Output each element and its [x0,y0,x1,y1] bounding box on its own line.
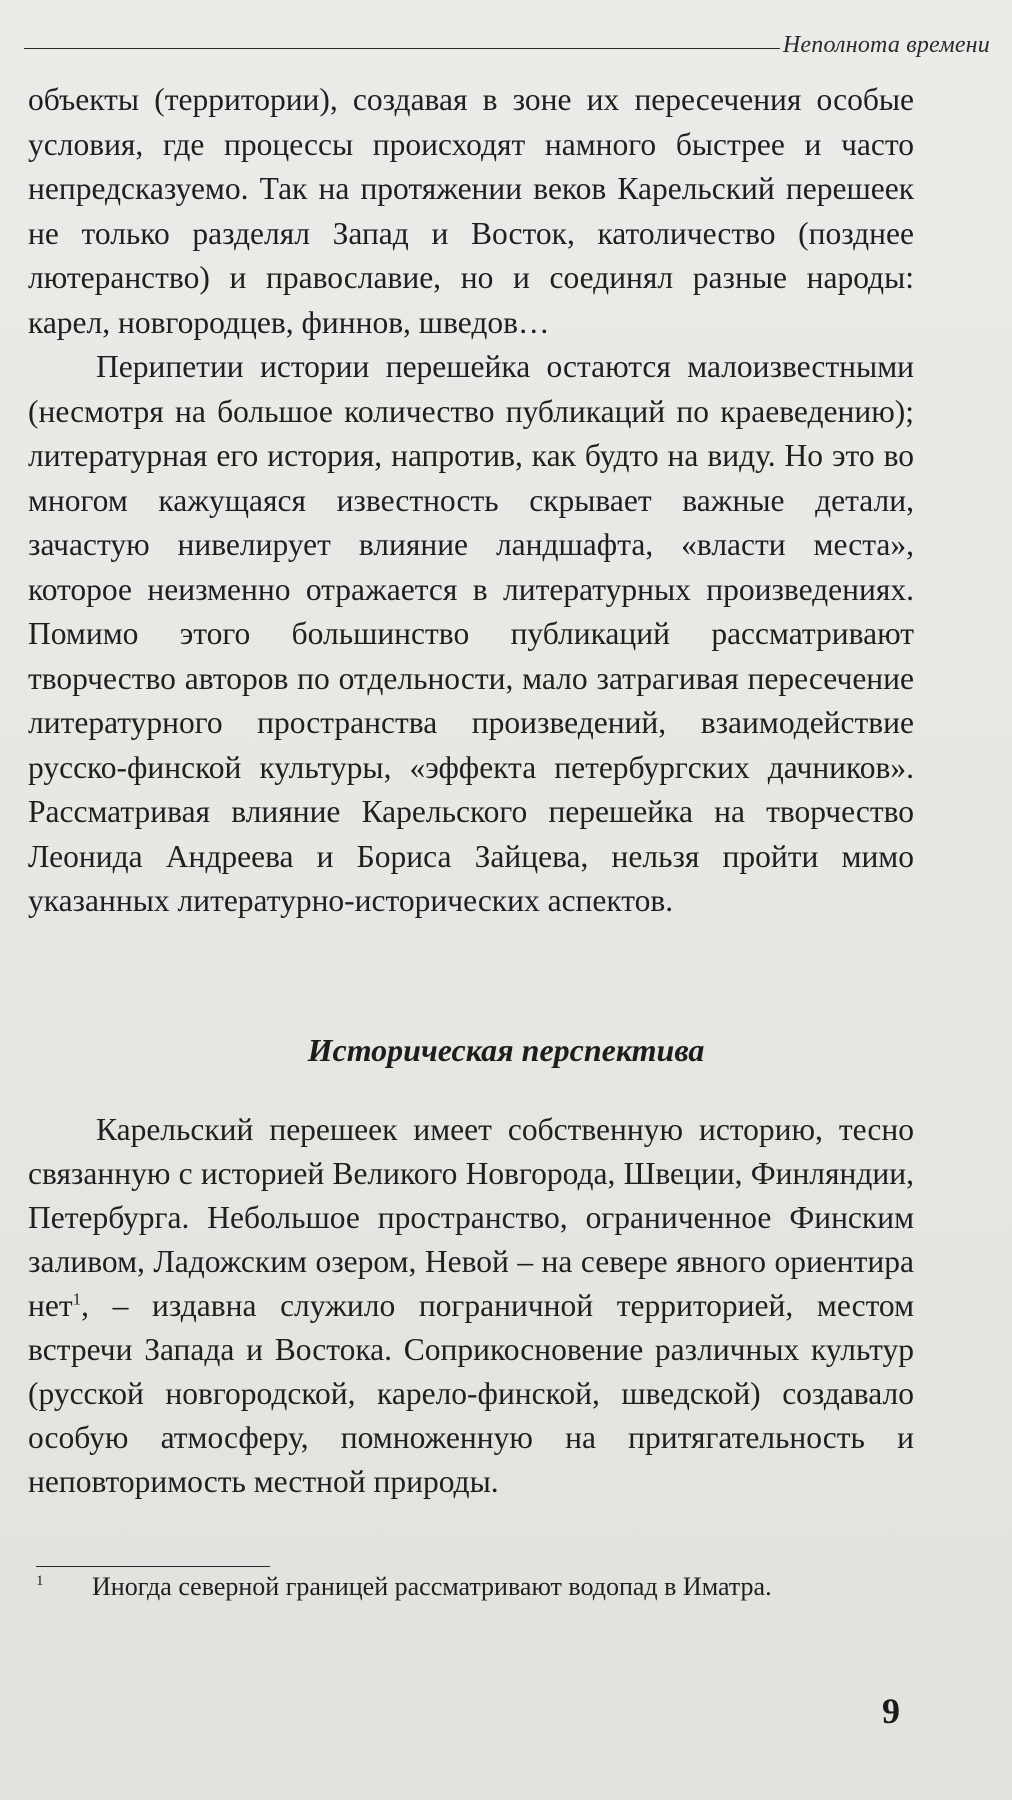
main-text [28,78,914,924]
section-heading: Историческая перспектива [307,1032,705,1068]
intro-paragraph: Перипетии истории перешейка остаются малоизвестными (несмотря на большое количество публикаций по краеведению); литературная его история, напротив, как будто на виду. Но это во многом кажущаяся известность скрывает важные детали, зачастую нивелирует влияние ландшафта, «власти места», которое неизменно отражается в литературных произведениях. Помимо этого большинство публикаций рассматривают творчество авторов по отдельности, мало затрагивая пересечение литературного пространства произведений, взаимодействие русско-финской культуры, «эффекта петербургских дачников». Рассматривая влияние Карельского перешейка на творчество Леонида Андреева и Бориса Зайцева, нельзя пройти мимо указанных литературно-исторических аспектов. [28,349,914,918]
running-header [24,30,990,60]
section-paragraph [28,1108,914,1504]
footnote: 1 Иногда северной границей рассматривают водопад в Иматра. [36,1572,772,1601]
running-title: Неполнота времени [782,32,990,58]
page-number: 9 [882,1691,900,1731]
section-paragraph-part2: , – издавна служило пограничной территорией, местом встречи Запада и Востока. Соприкосновение различных культур (русской новгородской, карело-финской, шведской) создавало особую атмосферу, помноженную на притягательность и неповторимость местной природы. [28,1288,914,1499]
header-rule [24,48,780,49]
footnote-rule [36,1566,270,1567]
continued-paragraph: объекты (территории), создавая в зоне их пересечения особые условия, где процессы происходят намного быстрее и часто непредсказуемо. Так на протяжении веков Карельский перешеек не только разделял Запад и Восток, католичество (позднее лютеранство) и православие, но и соединял разные народы: карел, новгородцев, финнов, шведов… [28,82,914,340]
footnote-reference[interactable]: 1 [72,1289,82,1309]
section-text [28,1108,914,1504]
section-paragraph-part1: Карельский перешеек имеет собственную историю, тесно связанную с историей Великого Новгорода, Швеции, Финляндии, Петербурга. Небольшое пространство, ограниченное Финским заливом, Ладожским озером, Невой – на севере явного ориентира нет [28,1112,914,1323]
footnote-text: Иногда северной границей рассматривают водопад в Иматра. [92,1572,772,1601]
